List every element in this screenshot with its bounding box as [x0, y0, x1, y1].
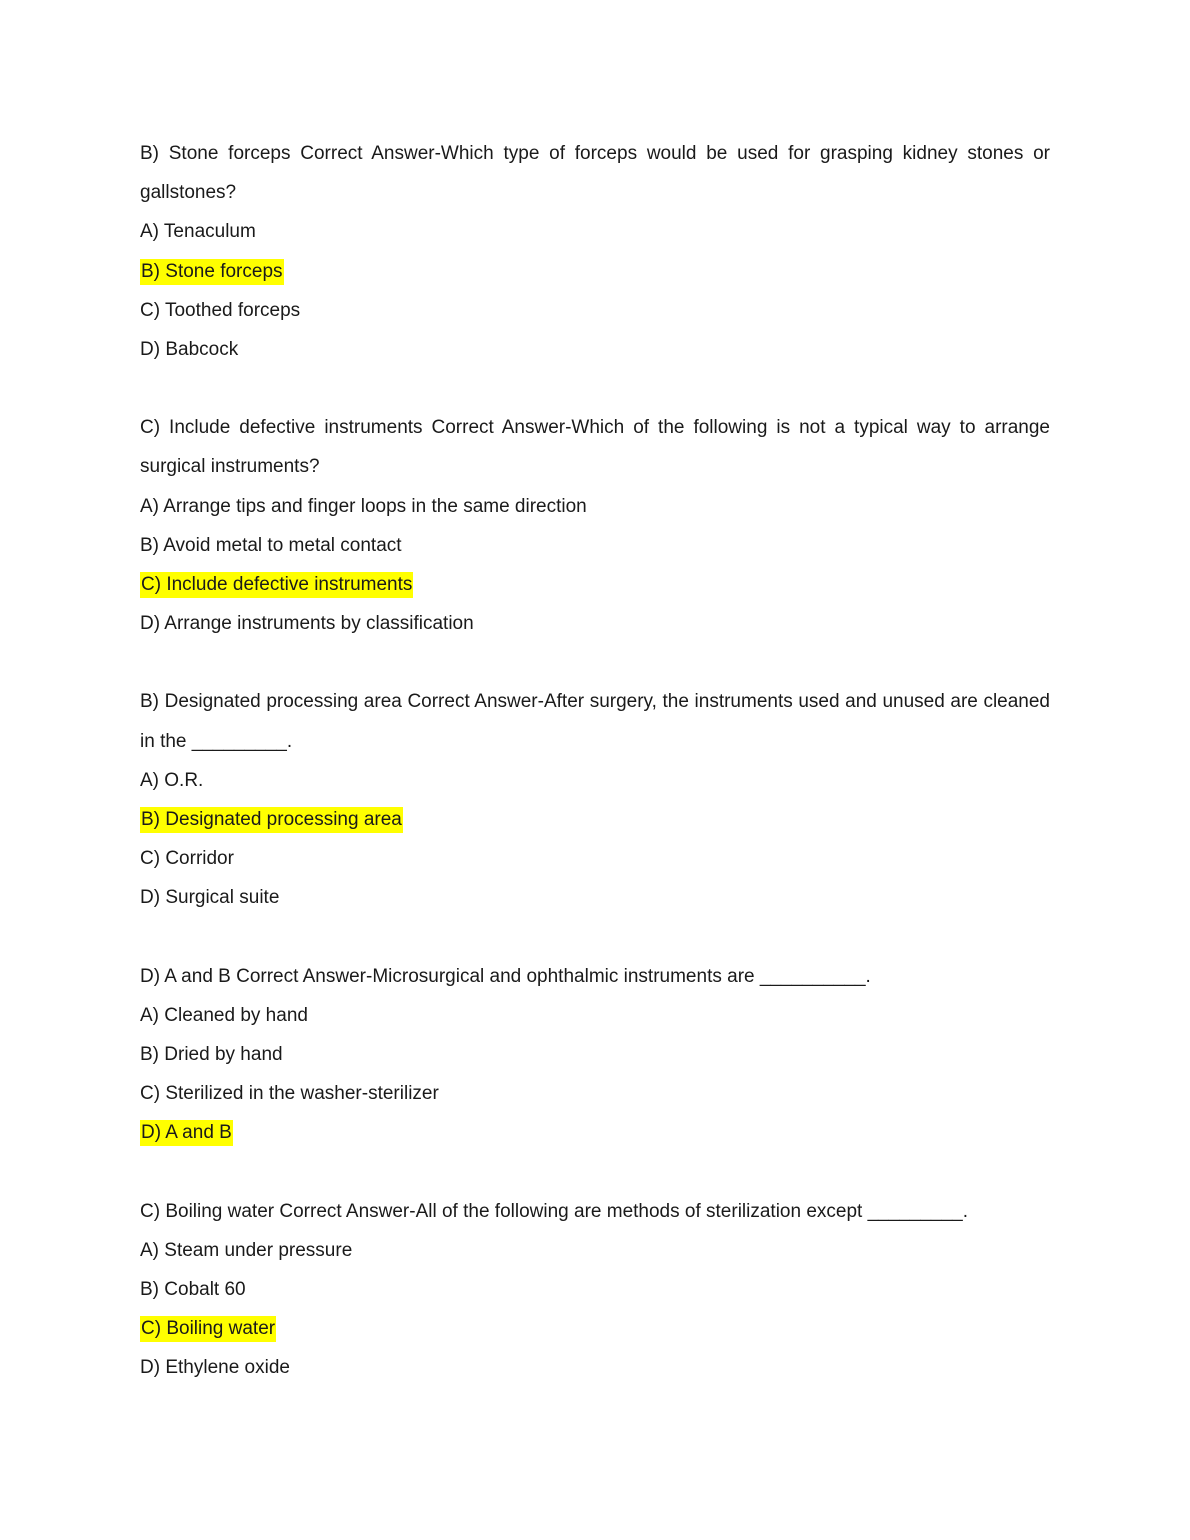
answer-option-correct	[140, 800, 1050, 839]
answer-option	[140, 212, 1050, 251]
answer-option	[140, 487, 1050, 526]
answer-option	[140, 878, 1050, 917]
answer-option	[140, 996, 1050, 1035]
option-label: C) Sterilized in the washer-sterilizer	[140, 1083, 439, 1105]
question-text: B) Stone forceps Correct Answer-Which type of forceps would be used for grasping kidney stones or gallstones?	[140, 143, 1050, 204]
option-label: A) Tenaculum	[140, 221, 256, 243]
answer-option	[140, 761, 1050, 800]
answer-option-correct	[140, 252, 1050, 291]
highlighted-option-label: C) Include defective instruments	[140, 572, 413, 598]
answer-option	[140, 526, 1050, 565]
question-block	[140, 1192, 1050, 1388]
highlighted-option-label: B) Designated processing area	[140, 807, 403, 833]
document-page	[140, 134, 1050, 1388]
answer-option	[140, 291, 1050, 330]
option-label: C) Toothed forceps	[140, 299, 301, 321]
question-block	[140, 957, 1050, 1153]
question-block	[140, 408, 1050, 643]
option-label: B) Avoid metal to metal contact	[140, 534, 402, 556]
answer-option	[140, 604, 1050, 643]
answer-option-correct	[140, 1113, 1050, 1152]
question-text: D) A and B Correct Answer-Microsurgical and ophthalmic instruments are __________.	[140, 965, 871, 987]
question-text: C) Boiling water Correct Answer-All of the following are methods of sterilization except _________.	[140, 1200, 968, 1222]
answer-option	[140, 330, 1050, 369]
option-label: D) Ethylene oxide	[140, 1357, 290, 1379]
option-label: D) Surgical suite	[140, 887, 280, 909]
option-label: B) Cobalt 60	[140, 1279, 246, 1301]
answer-option-correct	[140, 565, 1050, 604]
question-block	[140, 134, 1050, 369]
option-label: A) Arrange tips and finger loops in the same direction	[140, 495, 587, 517]
option-label: B) Dried by hand	[140, 1044, 283, 1066]
answer-option	[140, 1348, 1050, 1387]
answer-option	[140, 839, 1050, 878]
option-label: A) Steam under pressure	[140, 1239, 353, 1261]
answer-option-correct	[140, 1309, 1050, 1348]
question-text: B) Designated processing area Correct Answer-After surgery, the instruments used and unused are cleaned in the _________.	[140, 691, 1050, 752]
question-text: C) Include defective instruments Correct Answer-Which of the following is not a typical way to arrange surgical instruments?	[140, 417, 1050, 478]
highlighted-option-label: C) Boiling water	[140, 1316, 276, 1342]
option-label: D) Arrange instruments by classification	[140, 613, 474, 635]
option-label: A) Cleaned by hand	[140, 1004, 308, 1026]
answer-option	[140, 1231, 1050, 1270]
option-label: C) Corridor	[140, 848, 234, 870]
answer-option	[140, 1074, 1050, 1113]
answer-option	[140, 1035, 1050, 1074]
answer-option	[140, 1270, 1050, 1309]
option-label: D) Babcock	[140, 339, 239, 361]
question-block	[140, 682, 1050, 917]
highlighted-option-label: D) A and B	[140, 1120, 233, 1146]
highlighted-option-label: B) Stone forceps	[140, 259, 284, 285]
option-label: A) O.R.	[140, 769, 204, 791]
